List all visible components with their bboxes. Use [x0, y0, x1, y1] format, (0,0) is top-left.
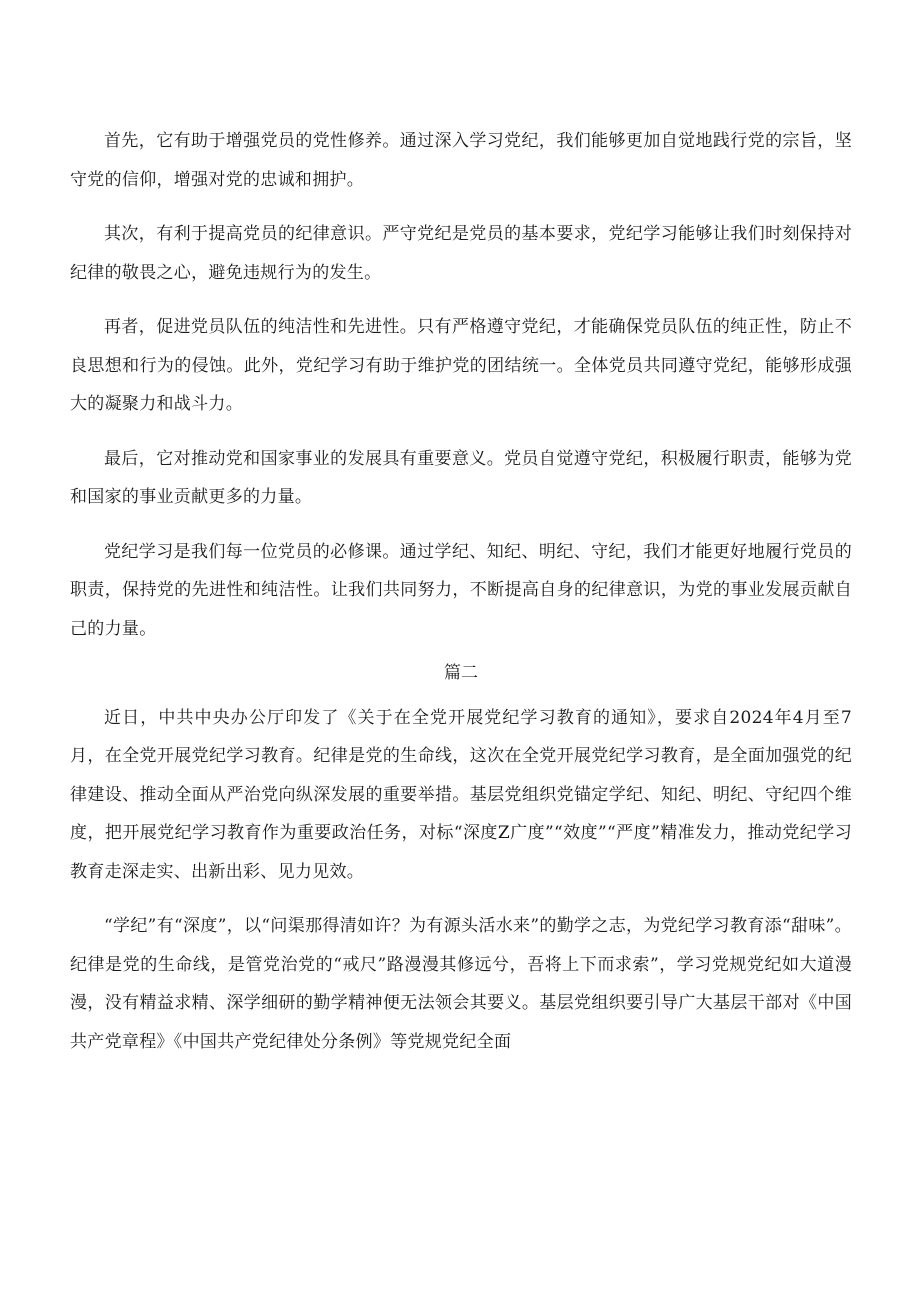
paragraph-1: 首先，它有助于增强党员的党性修养。通过深入学习党纪，我们能够更加自觉地践行党的宗旨，坚守党的信仰，增强对党的忠诚和拥护。 — [70, 131, 852, 190]
paragraph-3: 再者，促进党员队伍的纯洁性和先进性。只有严格遵守党纪，才能确保党员队伍的纯正性，防止不良思想和行为的侵蚀。此外，党纪学习有助于维护党的团结统一。全体党员共同遵守党纪，能够形成强大的凝聚力和战斗力。 — [70, 317, 852, 414]
paragraph-4: 最后，它对推动党和国家事业的发展具有重要意义。党员自觉遵守党纪，积极履行职责，能够为党和国家的事业贡献更多的力量。 — [70, 448, 852, 507]
paragraph-7: “学纪”有“深度”，以“问渠那得清如许？为有源头活水来”的勤学之志，为党纪学习教育添“甜味”。纪律是党的生命线，是管党治党的“戒尺”路漫漫其修远兮，吾将上下而求索”，学习党规党纪如大道漫漫，没有精益求精、深学细研的勤学精神便无法领会其要义。基层党组织要引导广大基层干部对《中国共产党章程》《中国共产党纪律处分条例》等党规党纪全面 — [70, 916, 852, 1052]
document-page — [70, 122, 852, 1061]
paragraph-2: 其次，有利于提高党员的纪律意识。严守党纪是党员的基本要求，党纪学习能够让我们时刻保持对纪律的敬畏之心，避免违规行为的发生。 — [70, 224, 852, 283]
section-title: 篇二 — [444, 663, 478, 683]
paragraph-5: 党纪学习是我们每一位党员的必修课。通过学纪、知纪、明纪、守纪，我们才能更好地履行党员的职责，保持党的先进性和纯洁性。让我们共同努力，不断提高自身的纪律意识，为党的事业发展贡献自己的力量。 — [70, 541, 852, 639]
paragraph-6: 近日，中共中央办公厅印发了《关于在全党开展党纪学习教育的通知》，要求自2024年4月至7月，在全党开展党纪学习教育。纪律是党的生命线，这次在全党开展党纪学习教育，是全面加强党的纪律建设、推动全面从严治党向纵深发展的重要举措。基层党组织党锚定学纪、知纪、明纪、守纪四个维度，把开展党纪学习教育作为重要政治任务，对标“深度Z广度”“效度”“严度”精准发力，推动党纪学习教育走深走实、出新出彩、见力见效。 — [70, 707, 852, 882]
